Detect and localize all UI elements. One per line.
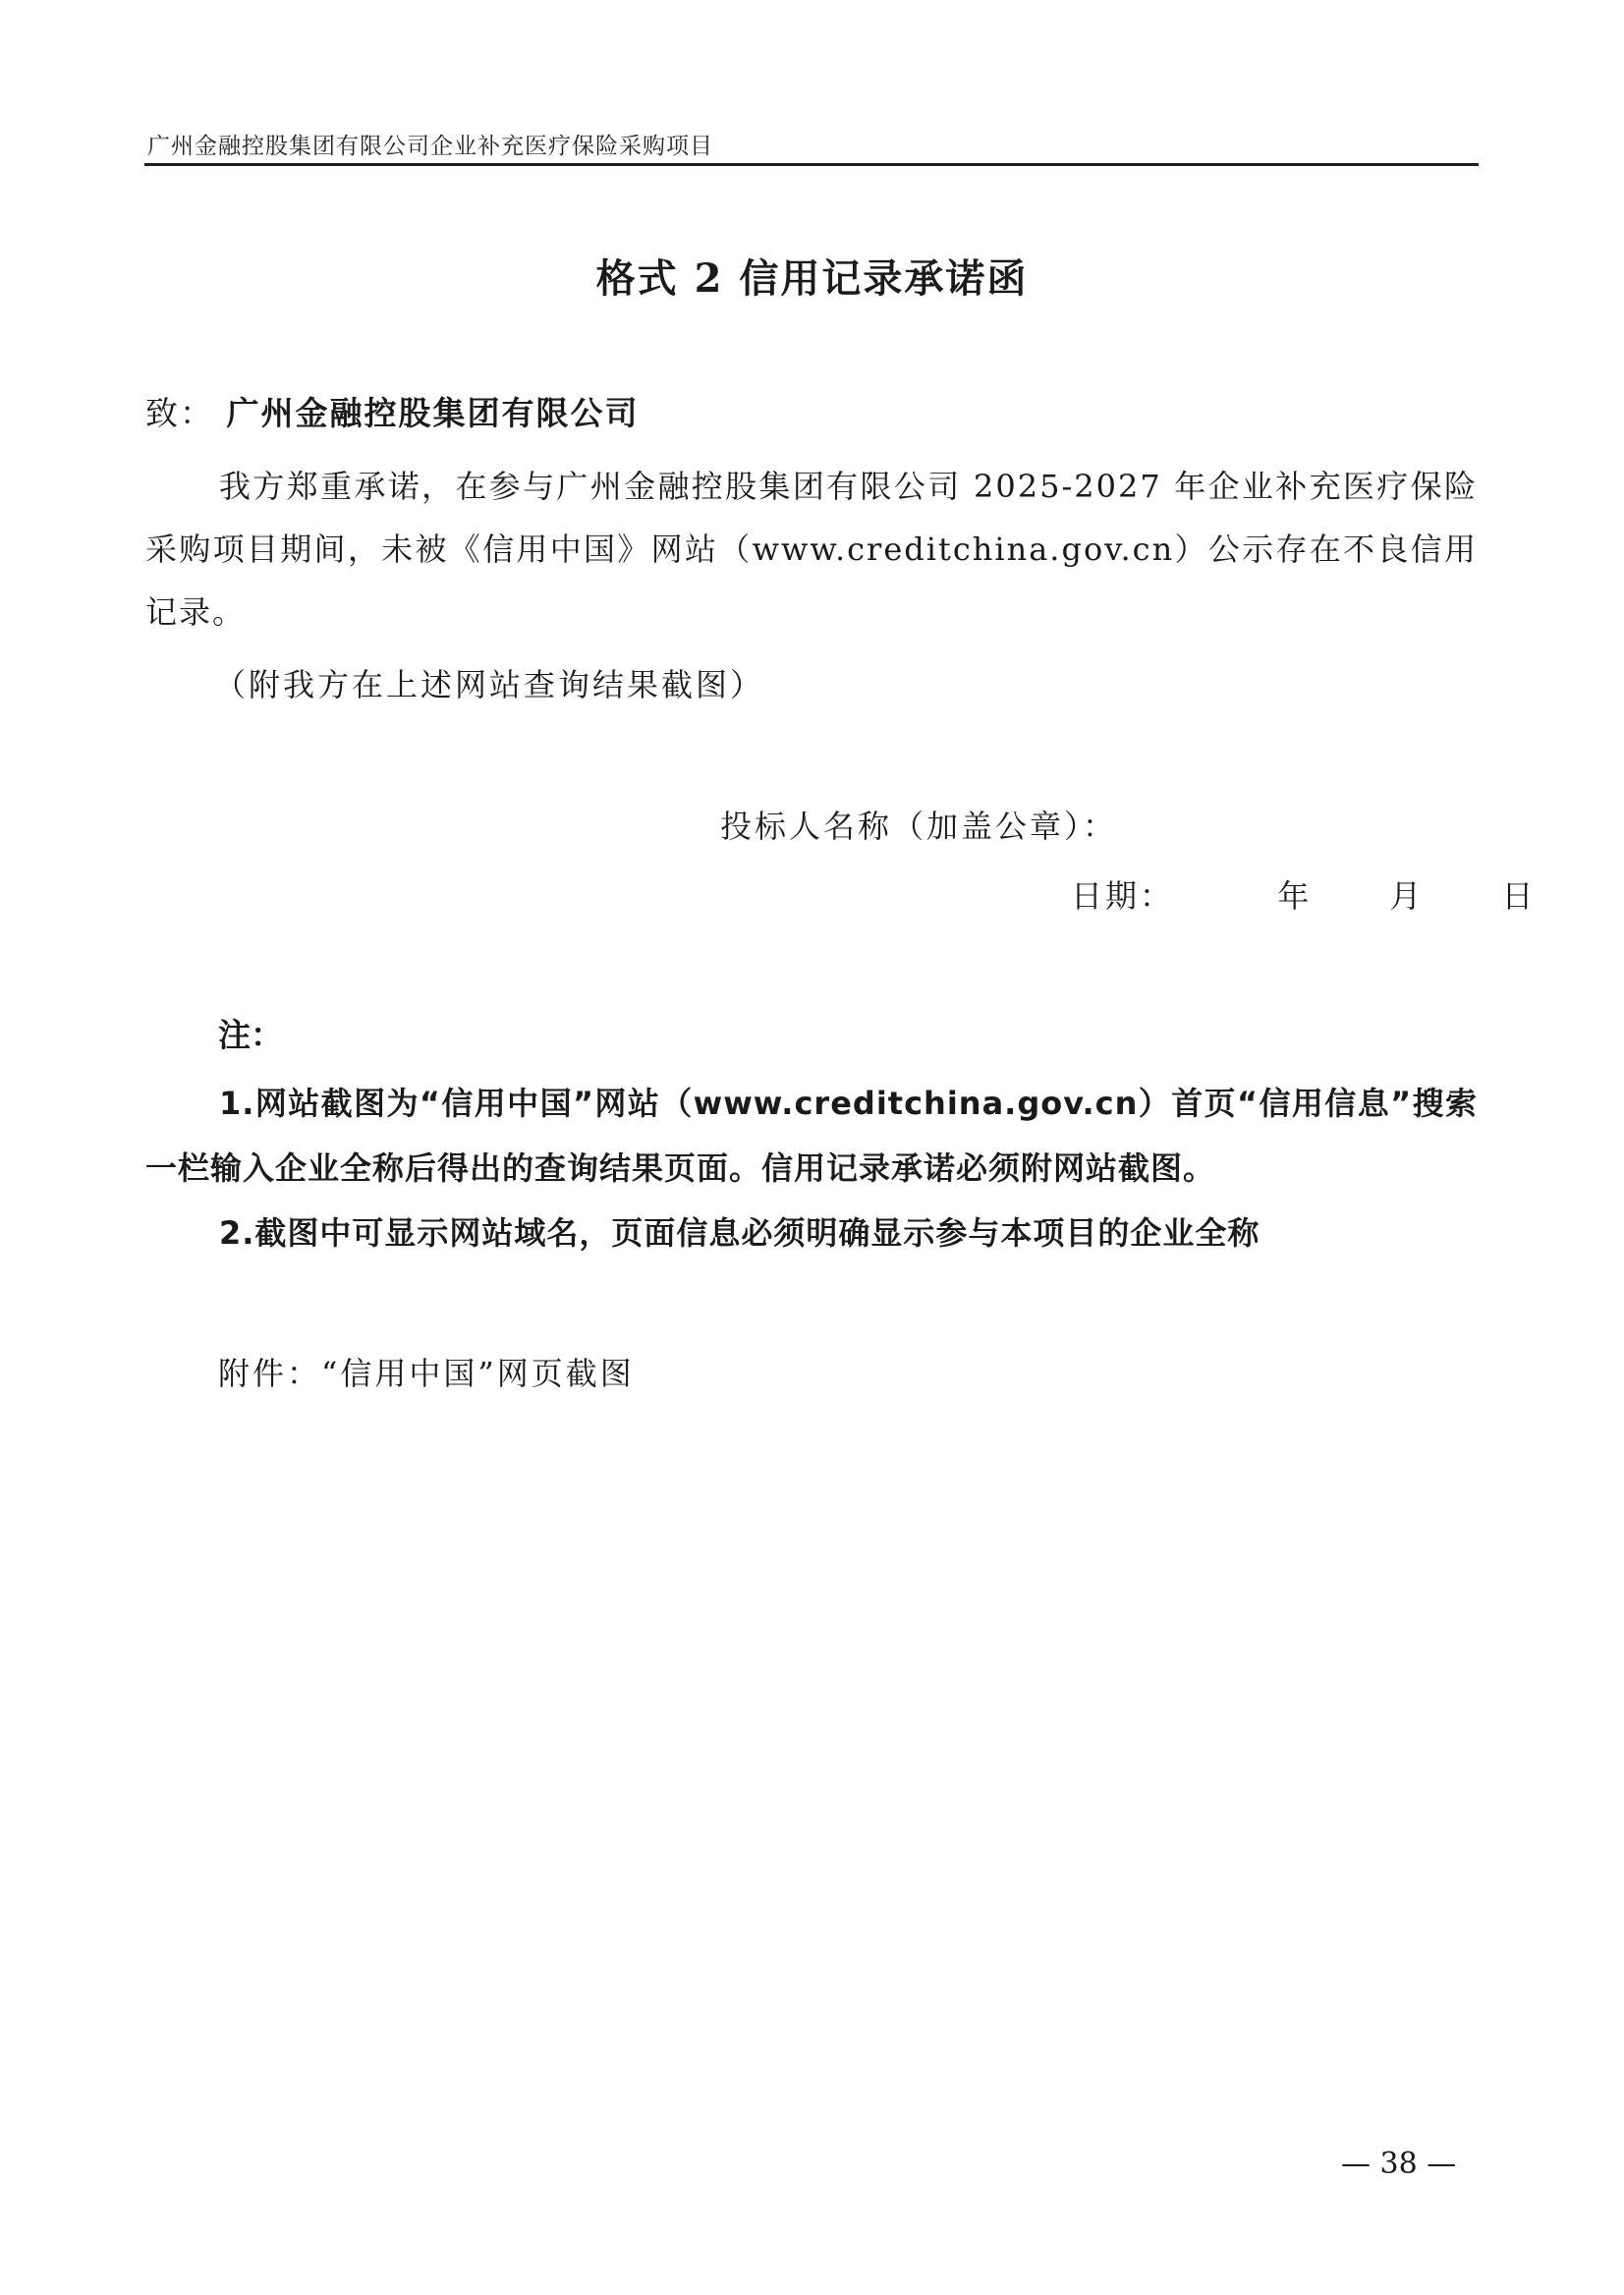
- attachment-line: 附件：“信用中国”网页截图: [218, 1355, 635, 1392]
- date-label: 日期：: [1071, 877, 1175, 915]
- page-number-value: 38: [1379, 2147, 1418, 2181]
- date-day: 日: [1501, 877, 1537, 915]
- page-number: — 38 —: [1341, 2147, 1457, 2181]
- note-item-2: 2.截图中可显示网站域名，页面信息必须明确显示参与本项目的企业全称: [219, 1214, 1260, 1252]
- date-year: 年: [1277, 877, 1313, 915]
- date-line: [1071, 871, 1537, 917]
- date-month: 月: [1389, 877, 1425, 915]
- notes-title: 注：: [218, 1016, 283, 1054]
- commitment-paragraph: 我方郑重承诺，在参与广州金融控股集团有限公司 2025-2027 年企业补充医疗保险采购项目期间，未被《信用中国》网站（www.creditchina.gov.cn）公示存在不良信用记录。: [145, 468, 1478, 631]
- document-title: 格式 2 信用记录承诺函: [595, 255, 1029, 302]
- attachment-note: （附我方在上述网站查询结果截图）: [214, 666, 765, 703]
- running-header: 广州金融控股集团有限公司企业补充医疗保险采购项目: [147, 134, 713, 159]
- addressee-prefix: 致：: [145, 394, 214, 432]
- addressee: [145, 388, 640, 434]
- addressee-company: 广州金融控股集团有限公司: [226, 394, 640, 432]
- note-item-1: 1.网站截图为“信用中国”网站（www.creditchina.gov.cn）首页“信用信息”搜索一栏输入企业全称后得出的查询结果页面。信用记录承诺必须附网站截图。: [145, 1085, 1478, 1187]
- bidder-name-label: 投标人名称（加盖公章）：: [720, 808, 1118, 845]
- header-rule: [144, 163, 1479, 166]
- notes-list: [145, 1071, 1478, 1265]
